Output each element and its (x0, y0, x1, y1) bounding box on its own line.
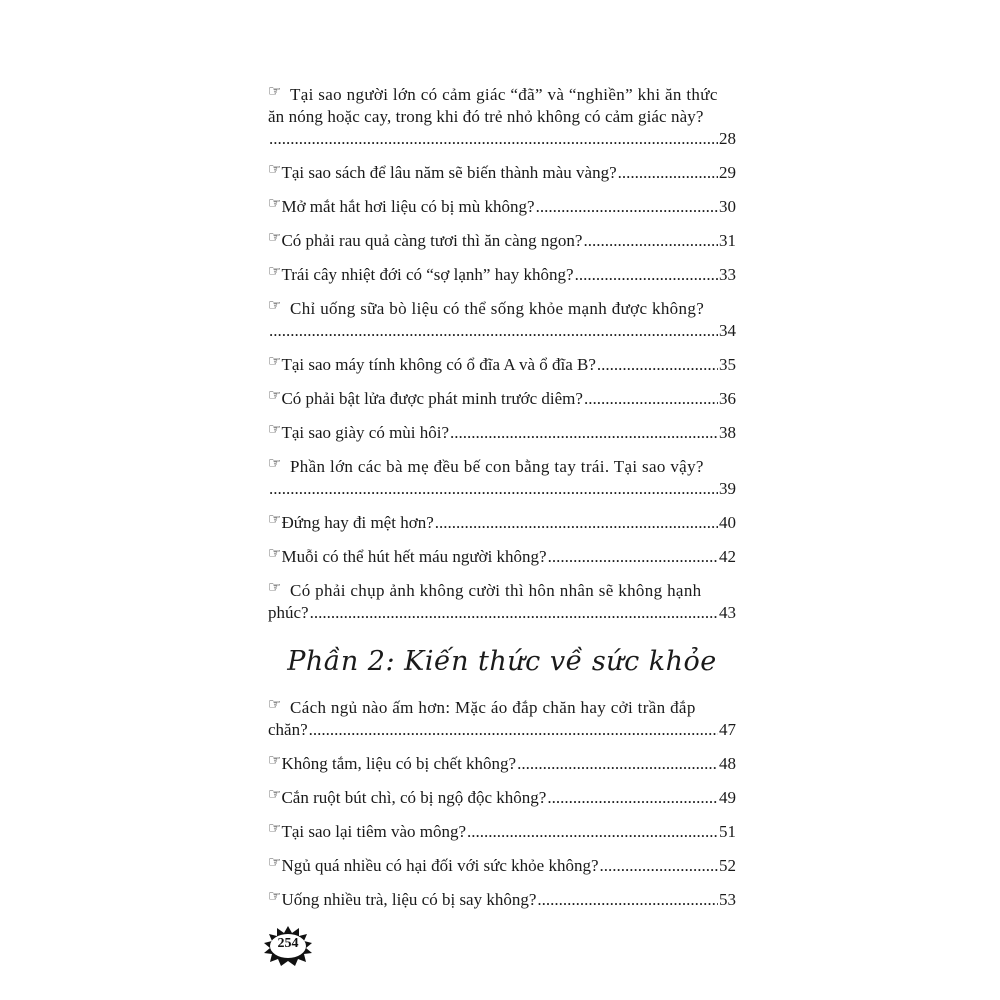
dot-leader (618, 162, 718, 184)
toc-entry-title: chăn? (268, 720, 308, 739)
pointing-hand-icon: ☞ (268, 819, 282, 837)
dot-leader (536, 196, 718, 218)
toc-entry (268, 697, 736, 741)
toc-page-number: 47 (719, 720, 736, 739)
toc-entry (268, 546, 736, 568)
toc-entry (268, 84, 736, 150)
toc-entry-title: Tại sao lại tiêm vào mông? (281, 822, 467, 841)
pointing-hand-icon: ☞ (268, 296, 282, 314)
dot-leader (309, 719, 718, 741)
toc-entry-title: Mở mắt hắt hơi liệu có bị mù không? (281, 197, 535, 216)
toc-entry-title-cont: ăn nóng hoặc cay, trong khi đó trẻ nhỏ không có cảm giác này? (268, 107, 704, 126)
pointing-hand-icon: ☞ (268, 194, 282, 212)
toc-entry-title: Tại sao giày có mùi hôi? (281, 423, 450, 442)
toc-entry-title: Muỗi có thể hút hết máu người không? (281, 547, 547, 566)
toc-entry-title: Tại sao người lớn có cảm giác “đã” và “nghiền” khi ăn thức (290, 85, 718, 104)
toc-page-number: 40 (719, 513, 736, 532)
section-title: Phần 2: Kiến thức về sức khỏe (287, 646, 717, 677)
pointing-hand-icon: ☞ (268, 228, 282, 246)
toc-entry (268, 162, 736, 184)
dot-leader (269, 320, 718, 342)
toc-page-number: 48 (719, 754, 736, 773)
dot-leader (517, 753, 718, 775)
pointing-hand-icon: ☞ (268, 262, 282, 280)
dot-leader (537, 889, 718, 911)
dot-leader (597, 354, 718, 376)
pointing-hand-icon: ☞ (268, 887, 282, 905)
toc-entry (268, 787, 736, 809)
dot-leader (575, 264, 718, 286)
toc-entry (268, 512, 736, 534)
table-of-contents (268, 84, 736, 923)
part1-list (268, 84, 736, 624)
toc-page-number: 38 (719, 423, 736, 442)
toc-page-number: 36 (719, 389, 736, 408)
toc-entry-title: Uống nhiều trà, liệu có bị say không? (281, 890, 537, 909)
toc-page-number: 33 (719, 265, 736, 284)
pointing-hand-icon: ☞ (268, 544, 282, 562)
pointing-hand-icon: ☞ (268, 853, 282, 871)
toc-entry-title: Có phải bật lửa được phát minh trước diêm? (281, 389, 583, 408)
toc-page-number: 28 (719, 129, 736, 148)
toc-page-number: 51 (719, 822, 736, 841)
dot-leader (269, 478, 718, 500)
toc-page-number: 42 (719, 547, 736, 566)
toc-entry-title: Có phải chụp ảnh không cười thì hôn nhân sẽ không hạnh (290, 581, 702, 600)
toc-entry (268, 456, 736, 500)
toc-page-number: 39 (719, 479, 736, 498)
pointing-hand-icon: ☞ (268, 160, 282, 178)
dot-leader (600, 855, 718, 877)
toc-entry-title: Có phải rau quả càng tươi thì ăn càng ngon? (281, 231, 583, 250)
toc-page-number: 49 (719, 788, 736, 807)
toc-entry (268, 354, 736, 376)
page-number-badge (262, 926, 314, 966)
dot-leader (310, 602, 718, 624)
dot-leader (269, 128, 718, 150)
dot-leader (467, 821, 718, 843)
toc-entry-title: Ngủ quá nhiều có hại đối với sức khỏe không? (281, 856, 599, 875)
toc-page-number: 53 (719, 890, 736, 909)
toc-entry (268, 298, 736, 342)
toc-entry-title: phúc? (268, 603, 309, 622)
toc-page-number: 29 (719, 163, 736, 182)
dot-leader (548, 546, 718, 568)
toc-entry (268, 889, 736, 911)
toc-page-number: 34 (719, 321, 736, 340)
toc-entry-title: Phần lớn các bà mẹ đều bế con bằng tay trái. Tại sao vậy? (290, 457, 704, 476)
dot-leader (583, 230, 718, 252)
toc-entry-title: Tại sao sách để lâu năm sẽ biến thành màu vàng? (281, 163, 617, 182)
toc-entry-title: Chỉ uống sữa bò liệu có thể sống khỏe mạnh được không? (290, 299, 705, 318)
toc-page-number: 52 (719, 856, 736, 875)
toc-entry (268, 230, 736, 252)
pointing-hand-icon: ☞ (268, 82, 282, 100)
toc-entry (268, 580, 736, 624)
toc-entry (268, 422, 736, 444)
dot-leader (435, 512, 718, 534)
pointing-hand-icon: ☞ (268, 578, 282, 596)
toc-entry (268, 264, 736, 286)
toc-page-number: 43 (719, 603, 736, 622)
pointing-hand-icon: ☞ (268, 785, 282, 803)
toc-entry-title: Đứng hay đi mệt hơn? (281, 513, 434, 532)
toc-entry-title: Cắn ruột bút chì, có bị ngộ độc không? (281, 788, 547, 807)
pointing-hand-icon: ☞ (268, 454, 282, 472)
toc-entry (268, 855, 736, 877)
toc-page-number: 31 (719, 231, 736, 250)
toc-page-number: 35 (719, 355, 736, 374)
pointing-hand-icon: ☞ (268, 386, 282, 404)
page-number: 254 (277, 936, 299, 951)
toc-entry (268, 821, 736, 843)
toc-entry (268, 753, 736, 775)
pointing-hand-icon: ☞ (268, 352, 282, 370)
toc-entry-title: Tại sao máy tính không có ổ đĩa A và ổ đĩa B? (281, 355, 596, 374)
pointing-hand-icon: ☞ (268, 751, 282, 769)
toc-entry-title: Trái cây nhiệt đới có “sợ lạnh” hay không? (281, 265, 574, 284)
part2-list (268, 697, 736, 911)
toc-page-number: 30 (719, 197, 736, 216)
toc-entry-title: Cách ngủ nào ấm hơn: Mặc áo đắp chăn hay cởi trần đắp (290, 698, 696, 717)
toc-entry-title: Không tắm, liệu có bị chết không? (281, 754, 517, 773)
pointing-hand-icon: ☞ (268, 420, 282, 438)
dot-leader (450, 422, 718, 444)
dot-leader (584, 388, 718, 410)
pointing-hand-icon: ☞ (268, 695, 282, 713)
dot-leader (547, 787, 718, 809)
toc-entry (268, 196, 736, 218)
pointing-hand-icon: ☞ (268, 510, 282, 528)
toc-entry (268, 388, 736, 410)
